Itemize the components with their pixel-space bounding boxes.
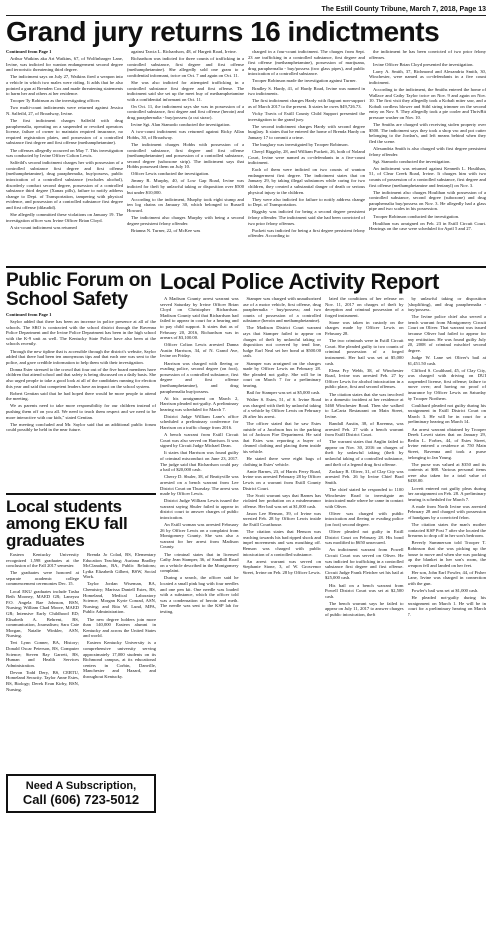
school-safety-article bbox=[6, 312, 156, 490]
section-divider bbox=[6, 266, 486, 268]
police-report-columns bbox=[160, 296, 486, 824]
paragraph: Robert Gentian said that he had hoped there would be more people to attend the meeting. bbox=[6, 390, 156, 402]
paragraph: Stamper was charged with unauthorized use of a motor vehicle, first offense, drug paraphernalia - buy/possess; and two counts of possession of a controlled substance (heroin and methamphetamine). bbox=[242, 296, 321, 324]
paragraph: Stone was taken in custody on the charges made by Officer Lewis on February 28. bbox=[325, 319, 404, 337]
paragraph: Brianna N. Turner, 22, of McKee was bbox=[131, 227, 201, 233]
paragraph: The indictment charges Hobbs with possession of a controlled substance, first degree and first offense (methamphetamine) and possession of a controlled substance, second degree (suboxone strip). The indictment says that Hobbs possessed them on July 10. bbox=[127, 141, 244, 170]
paragraph: The graduates were honored at separate academic college commencement ceremonies Dec. 15. bbox=[6, 570, 79, 587]
paragraph: Judge W. Lane set Oliver's bail at $1,451.50 cash. bbox=[407, 354, 486, 366]
text-column bbox=[408, 296, 487, 824]
paragraph: The officer stated that he saw Estes outside of a Jacobson bus in the parking lot of Jackson Fire Department. He said that Estes was reporting a buyer of cleaned clothing and placing them inside his vehicle. bbox=[242, 420, 321, 454]
paragraph: He stated there were eight bags of clothing in Estes' vehicle. bbox=[242, 456, 321, 467]
ad-line-1: Need A Subscription, bbox=[25, 780, 137, 792]
paragraph: lated the conditions of her release on Nov. 11, 2017 on charges of theft by deception and criminal possession of a forged instrument. bbox=[325, 296, 404, 318]
paragraph: According to the indictment, the Smiths entered the home of Wallace and Cathy Taylor twice on Nov. 9 and again on Nov. 10. The first visit they allegedly took a Kobalt miter saw, and a Kobalt cordless blower and Stihl string trimmer on the second entry on Nov. 9. They allegedly took a pie cooler and ThrivBit pressure washer on Nov. 10. bbox=[369, 87, 486, 121]
text-column bbox=[248, 49, 365, 263]
paragraph: Puckett was indicted for being a first degree persistent felony offender. According to bbox=[248, 227, 365, 239]
paragraph: The purse was valued at $350 and its contents at $88. Various personal items were also taken for a total value of $438.00. bbox=[407, 461, 486, 484]
paragraph: charged in a four-count indictment. The charges from Sept. 23 are trafficking in a controlled substance, first degree and first offense (methamphetamine), possession of marijuana, drug paraphernalia - buy/possess (two glass pipes), and public intoxication of a controlled substance. bbox=[248, 49, 365, 77]
paragraph: An indictment was returned against Kenneth L. Houlihan, 51, of Clear Creek Road, Irvine. It charges him with two counts of possession of a controlled substance, first degree and first offense (methamphetamine and fentanyl) on Nov. 3. bbox=[369, 165, 486, 188]
paragraph: Trooper Robinson made the investigation against Turner. bbox=[252, 78, 357, 84]
text-column bbox=[6, 49, 123, 263]
police-headline: Local Police Activity Report bbox=[160, 269, 439, 294]
paragraph: At his arraignment on March 2, Harrison pleaded not-guilty. A preliminary hearing was scheduled for March 7. bbox=[160, 395, 239, 412]
text-column bbox=[369, 49, 486, 263]
paragraph: A bench warrant from Estill Circuit Court was also served on Harrison. It was signed by Circuit Judge Michael Dean. bbox=[160, 432, 239, 449]
paragraph: Jimmy R. Murphy, 40, of Low Gap Road, Irvine was indicted for theft by unlawful taking or disposition over $500 but under $10,000. bbox=[127, 178, 244, 195]
paragraph: Taylor Jordan Wiseman, BA, Chemistry; Marissa Daniell Estes, BS, Homeland, Medical Laboratory Science; Morgan Kyrie Conrad, ASN, Nursing; and Rita W. Lund, MPA, Public Administration. bbox=[83, 581, 156, 615]
paragraph: Cheryl Riggsby, 28, and William Puckett, 26, both of Noland Court, Irvine were named as co-defendants in a five-count indictment. bbox=[248, 149, 365, 166]
paragraph: Walter S. Estes, 51, of S. Irvine Road was charged with theft by unlawful taking of a vehicle by Officer Lewis on February 26 after his arrest. bbox=[242, 397, 321, 419]
paragraph: Zackary B. Oliver, 31, of Clay City was arrested Feb. 26 by Irvine Chief Brad Smith. bbox=[325, 468, 404, 485]
paragraph: His bail on a bench warrant from Powell District Court was set at $2,500 cash. bbox=[325, 582, 404, 599]
paragraph: Officer Colton Lewis arrested Danna Austin Harrison, 34, of N. Grand Ave, Irvine on Friday. bbox=[160, 342, 239, 359]
paragraph: The first indictment charges Salfeild with drug paraphernalia, operating on a suspended or revoked operators license, failure of owner to maintain required insurance, no required registration plates, and possession of a controlled substance first degree and first offense (methamphetamine). bbox=[6, 118, 123, 146]
newspaper-page bbox=[6, 4, 486, 928]
eku-article bbox=[6, 552, 156, 770]
eku-headline: Local students among EKU fall graduates bbox=[6, 497, 128, 550]
paragraph: Irvine Sgt. Alan Stamodo conducted the investigation. bbox=[131, 122, 231, 128]
paragraph: A male from North Irvine was arrested February 28 and charged with possession of handguns by a convicted felon. bbox=[407, 503, 486, 520]
paragraph: An arrest warrant was served on Stephanie Stone, 3, of W. Grosvenor Street, Irvine on Feb. 28 by Officer Lewis. bbox=[242, 558, 321, 575]
paragraph: The criminal states that in licensed Cathy Jean Stamper, 36, of Sandhill Road on a vehicle described in the Montgomery complaint. bbox=[160, 551, 239, 574]
paragraph: Brenda Jo Colad, BS, Elementary Education Teaching; Auriana Bradley McClanahan, BA, Public Relations; Lydia Elizabeth Gilbert, BSW, Social Work. bbox=[83, 552, 156, 580]
paragraph: Eastern Kentucky University is a comprehensive university serving approximately 17,000 students on its Richmond campus, at its educational centers in Corbin, Danville, Manchester and Hazard, and throughout Kentucky. bbox=[83, 640, 156, 679]
paragraph: Devon Todd Dery, BS, CERTU, Homeland Security. Taylor Anne Estes, BS, Biology; Derek Evan Kirby, BSN, Nursing. bbox=[6, 669, 79, 692]
main-headline: Grand jury returns 16 indictments bbox=[6, 16, 440, 47]
paragraph: the indictment he has been convicted of two prior felony offenses. bbox=[369, 49, 486, 60]
paragraph: Oliver was charged with public intoxication and fleeing or evading police (on foot) second degree. bbox=[325, 510, 404, 528]
paragraph: The meeting concluded and Mr. Saylor said that an additional public forum could possibly be held in the near future. bbox=[6, 421, 156, 433]
text-column bbox=[325, 296, 404, 824]
paragraph: Officer Lewis conducted the investigation. bbox=[131, 171, 210, 177]
paragraph: Bail for Stamper was set at $5,000 cash. bbox=[246, 390, 321, 395]
paragraph: Fowler's bail was set at $1,000 cash. bbox=[411, 588, 479, 594]
paragraph: It states that Harrison was found guilty of criminal misconduct on June 23, 2017. The judge said that Richardson could pay a bail of $20,000 cash. bbox=[160, 450, 239, 473]
paragraph: Arthur Watkins aka Art Watkins, 67, of Wolfinbarger Lane, Irvine, was indicted for wanton endangerment second degree and terroristic threatening third degree. bbox=[6, 56, 123, 73]
paragraph: They were also indicted for failure to notify address change to Dept. of Transportation. bbox=[248, 196, 365, 208]
school-safety-headline: Public Forum on School Safety bbox=[6, 270, 152, 310]
paragraph: Houlihan was arraigned on Feb. 23 in Estill Circuit Court. Hearings on the case were scheduled for April 5 and 27. bbox=[369, 220, 486, 232]
paragraph: The offenses allegedly occurred on May 7. This investigation was conducted by Irvine Officer Colton Lewis. bbox=[6, 147, 123, 159]
paragraph: Jason Lee Henson, 39, of Irvine was arrested Feb. 28 by Officer Lewis inside the Estill Courthouse. bbox=[242, 510, 321, 528]
paragraph: An arrest warrant obtained by Trooper Derek Lovett states that on January 29, Berlin L. Forbes, 44, of Estes Street, Irvine entered a residence at 750 Main Street, Ravenna and took a purse belonging to Jan Young. bbox=[407, 426, 486, 460]
text-column bbox=[243, 296, 322, 824]
paragraph: The citation states the man's mother contacted KSP Post 7 after she located the firearms to drop off in her son's bedroom. bbox=[407, 522, 486, 539]
text-column bbox=[160, 296, 239, 824]
paragraph: District Judge William Lewis issued the warrant saying Shuler failed to appear in district court to answer charges of public intoxication. bbox=[160, 498, 239, 520]
paragraph: The first indictment charges Hardy with flagrant non-support as of March 2017 to the present. It states he owes $49,726.73. bbox=[248, 98, 365, 109]
left-column bbox=[6, 271, 156, 824]
paragraph: A six-count indictment was returned bbox=[10, 224, 77, 230]
text-column bbox=[127, 49, 244, 263]
paragraph: The indictment also charges Murphy with being a second degree persistent felony offender. bbox=[127, 215, 244, 226]
paragraph: She allegedly committed these violations on January 19. The investigation officer was Irvine Officer Brian Cloyd. bbox=[6, 212, 123, 223]
paragraph: Beverly Summerson told Trooper T. Robinson that she was picking up the house to move and when she was packing up the blanket in her son's room, the weapon fell and landed on her feet. bbox=[407, 540, 486, 568]
paragraph: He pleaded not-guilty during his arraignment on March 1. He will be in court for a preliminary hearing on March 7. bbox=[407, 595, 486, 617]
paragraph: Irvine Officer Brian Cloyd presented the investigation. bbox=[373, 61, 474, 67]
paragraph: Local EKU graduates include Tasha Beth Mooney, MAED GR; Laneyza P.O. Angela Rae Johnson, BSN, Nursing; William Chad Moore, MAED GR; Intensive Early Childhood ED; Elisabeth A. Behrent, BS, communication, Journalism; Sara Cate Morgan, Natalie Winkler, ASN, Nursing. bbox=[6, 588, 79, 639]
paragraph: The two criminals were in Estill Circuit Court. She pleaded guilty to two counts of criminal possession of a forged instrument. Her bail was set at $5,000 cash. bbox=[325, 338, 404, 366]
paragraph: Riggsby was indicted for being a second degree persistent felony offender. The indictment said she had been convicted of two prior felony offenses. bbox=[248, 209, 365, 226]
paragraph: against Tarcia L. Richardson, 48, of Hargett Road, Irvine. bbox=[131, 49, 237, 54]
paragraph: by unlawful taking or disposition (shoplifting), and drug paraphernalia - buy/possess. bbox=[407, 296, 486, 313]
paragraph: Trooper Ty Robinson as the investigating officer. bbox=[10, 98, 101, 104]
paragraph: During a search, the officer said he located a small pink bag with four needles and one pen kit. One needle was loaded with a substance, which the officer told was a condensation of heroin and meth. The needle was sent to the KSP lab for testing. bbox=[160, 575, 239, 614]
paragraph: The new degree holders join more than 140,000 Eastern alumni in Kentucky and across the United States and world. bbox=[83, 616, 156, 639]
paragraph: Teri Lynn Conner, BA, History; Donald Oscar Peterson, BS, Computer Science; Steven Ray Garrett, BS, Human and Health Services Administration. bbox=[6, 640, 79, 668]
paragraph: Vicky Travis of Estill County Child Support presented the investigation to the grand jury. bbox=[248, 110, 365, 122]
paragraph: The warrant states that Anglin failed to appear on Nov. 30, 2016 on charges of theft by unlawful taking (theft by unlawful taking of a controlled substance, and theft of a legend drug first offense. bbox=[325, 439, 404, 467]
paragraph: Two multi-count indictments were returned against Jessica N. Salfeild, 27, of Broadway, Irvine. bbox=[6, 105, 123, 116]
paragraph: Oliver pleaded not guilty in Estill District Court on February 28. His bond was modified to $650 unsecured. bbox=[325, 529, 404, 546]
paragraph: Each of them were indicted on two counts of wanton endangerment first degree. The indictment states that on January 29, by taking illegal substances while caring for two children, they created a substantial danger of death or serious physical injury to the children. bbox=[248, 167, 365, 195]
paragraph: The Scott warrant says that Barnes has violated her probation on a misdemeanor offense. Her bail was set at $1,000 cash. bbox=[242, 492, 321, 509]
paragraph: An indictment warrant from Powell Circuit Court was served on Oliver. He was indicted for trafficking in a controlled substance first degree and first offense. Circuit Judge Frank Fletcher set his bail at $25,000 cash. bbox=[325, 547, 404, 581]
paragraph: The citation states that she was involved in a domestic incident at her residence at 5460 Winchester Road. Then she walked to LaCarta Restaurant on Main Street, Irvine. bbox=[325, 391, 404, 419]
section-divider bbox=[6, 493, 156, 495]
paragraph: Clifford S. Coulthard, 45, of Clay City, was charged with driving on DUI suspended license, first offense; failure to move over; and having no proof of insurance by Officer Lewis on Saturday by Trooper Northern. bbox=[407, 367, 486, 401]
paragraph: Randall Austin, 38, of Ravenna, was arrested Feb. 27 with a bench warrant from Estill District Court. bbox=[325, 420, 404, 438]
paragraph: The burglary was investigated by Trooper Robinson. bbox=[252, 141, 349, 147]
paragraph: Stamper was arraigned on the charges made by Officer Lewis on February 28. She pleaded not guilty. She will be in court on March 7 for a preliminary hearing. bbox=[242, 360, 321, 388]
paragraph: Lovett entered not guilty pleas during her arraignment on Feb. 28. A preliminary hearing is scheduled for March 7. bbox=[407, 485, 486, 502]
ad-phone: Call (606) 723-5012 bbox=[22, 792, 140, 807]
paragraph: Sgt. Stamodo conducted the investigation. bbox=[373, 158, 451, 164]
paragraph: Donna Ester stressed to the crowd that four out of the five board members have children that attend school and that safety is being discussed on a daily basis. She also urged people to take a good look at all of the candidates running for election this year and said that competent leaders have an impact on the school system. bbox=[6, 366, 156, 389]
paragraph: Continued from Page 1 bbox=[6, 312, 52, 317]
paragraph: Eastern Kentucky University recognized 1,598 graduates at the conclusion of the Fall 2017 semester. bbox=[6, 552, 79, 569]
paragraph: Continued from Page 1 bbox=[6, 49, 52, 54]
paragraph: Through the new tipline that is accessible through the district's website, Saylor added that there had been ten anonymous tips and that each one was sent to the police, and gave credible information to help them with their investigation. bbox=[6, 348, 156, 365]
paragraph: We as parents need to take more responsibility for our children instead of pushing them off on you all. We need to teach them respect and we need to be more interactive with our kids," stated Gentian. bbox=[6, 403, 156, 420]
paragraph: Her son, John Earl Fowler, 44, of Fisher Lane, Irvine was charged in connection with the gun. bbox=[407, 569, 486, 586]
paragraph: She was also indicted for attempted trafficking in a controlled substance first degree and first offense. The indictment said she set up the meet buy of methamphetamine with a confidential informant on Oct. 11. bbox=[127, 79, 244, 102]
paragraph: Cherry D. Shuler, 38, of Beattyville was arrested on a bench warrant from Lee District Court on Thursday. The arrest was made by Officer Lewis. bbox=[160, 474, 239, 497]
main-article-columns bbox=[6, 49, 486, 263]
right-column bbox=[160, 271, 486, 824]
paragraph: On Oct. 11, the indictment says she was in possession of a controlled substance, first degree and first offense (heroin) and drug paraphernalia - buy/possess (a cut straw). bbox=[127, 103, 244, 121]
masthead-line: The Estill County Tribune, March 7, 2018, Page 13 bbox=[6, 4, 486, 16]
paragraph: Harrison was charged with fleeing or evading police, second degree (on foot), possession of a controlled substance, first degree and first offense (methamphetamine), and drug paraphernalia buy/possess. bbox=[160, 360, 239, 394]
paragraph: A Madison County arrest warrant was served Saturday by Irvine Officer Brian Cloyd on Christopher Richardson. Madison County said that Richardson had failed to appear in court for a hearing and to pay child support. It states that as of February 20, 2016, Richardson was in arrears of $3,100.00. bbox=[160, 296, 239, 341]
paragraph: The second indictment charges Hardy with second degree burglary. It states that he entered the home of Brenda Hardy on January 17 to commit a crime. bbox=[248, 123, 365, 140]
paragraph: The chief stated he responded to 1100 Winchester Road to investigate an intoxicated male where he came in contact with Oliver. bbox=[325, 487, 404, 509]
paragraph: Coulthard pleaded not guilty during his arraignment in Estill District Court on March 3. He will be in court for a preliminary hearing on March 14. bbox=[407, 402, 486, 425]
lower-section bbox=[6, 271, 486, 824]
paragraph: The citation states that Henson was reaching towards his bad ripped shock and impel movements and was mouthing off. Henson was charged with public intoxication of a controlled substance. bbox=[242, 529, 321, 557]
paragraph: The bench warrant says he failed to appear on July 11, 2017 to answer charges of public intoxication, theft bbox=[325, 600, 404, 617]
paragraph: According to the indictment, Murphy took eight stump and ten log chains on January 30, which belonged to Russell Howard. bbox=[127, 196, 244, 213]
paragraph: Bradley S. Hardy, 41, of Hardy Road, Irvine was named in two indictments. bbox=[248, 85, 365, 97]
paragraph: A two-count indictment was returned against Ricky Allan Hobbs, 30, of Broadway. bbox=[127, 129, 244, 140]
paragraph: Salfeild's second indictment charges her with possession of a controlled substance first degree and first offense (methamphetamine), drug paraphernalia, buy/possess, public intoxication of a controlled substance (excludes alcohol), disorderly conduct second degree, possession of a controlled substance third degree (Xanax pills), failure to notify address change to Dept. of Transportation, tampering with physical evidence, and possession of a controlled substance first degree and first offense (dilaudid). bbox=[6, 160, 123, 210]
paragraph: The Irvine police chief also served a bench warrant from Montgomery Circuit Court on Oliver. That warrant was issued because Oliver had failed to appear for any restitution. He was found guilty July 20, 2008 of criminal mischief second degree. bbox=[407, 314, 486, 353]
paragraph: The indictment also charges Houlihan with possession of a controlled substance, second degree (suboxone) and drug paraphernalia buy/possess on Nov. 3. He allegedly had a glass pipe and two scales in his possession. bbox=[369, 189, 486, 212]
paragraph: Saylor added that there has been an increase in police presence at all of the schools. The SRO is contracted with the school district through the Ravenna Police Department and the Irvine Police Department has been in the high school with the K-9 unit as well. The Kentucky State Police have also been at the schools recently. bbox=[6, 319, 156, 347]
paragraph: Trooper Robinson conducted the investigation. bbox=[373, 213, 460, 219]
paragraph: Richardson was indicted for three counts of trafficking in a controlled substance, first degree and first offense (methamphetamine). She allegedly sold one gram to a confidential informant, twice on Oct. 7 and again on Oct. 11. bbox=[127, 56, 244, 78]
paragraph: Alexandria Smith is also charged with first degree persistent felony offender. bbox=[369, 146, 486, 157]
paragraph: Amie Barnes, 23, of Harris Ferry Road, Irvine was arrested February 28 by Officer Lewis on a warrant from Estill County District Court. bbox=[242, 468, 321, 491]
subscription-ad bbox=[6, 774, 156, 813]
paragraph: The indictment says on July 27, Watkins fired a weapon into a vehicle in which two males were riding. It adds that he also pointed a gun at Brenden Cox and made threatening statements to harm her and others at her residence. bbox=[6, 74, 123, 97]
paragraph: An Estill woman was arrested February 26 by Officer Lewis on a complaint from Montgomery County. She was also a warrant for her arrest from Madison County. bbox=[160, 522, 239, 550]
paragraph: The Madison District Court warrant says that Stamper failed to appear on charges of theft by unlawful taking or disposition not covered by tend line, Judge Earl Neal set her bond at $500.00 cash. bbox=[242, 325, 321, 359]
paragraph: Larry A. Smith, 37, Richmond and Alexandria Smith, 30, Winchester, were named as co-defendants in a five count indictment. bbox=[369, 68, 486, 85]
paragraph: The Smiths are charged with receiving stolen property over $500. The indictment says they took a shop vac and pot cutter belonging to the Jordan's, and left means behind when they fled the scene. bbox=[369, 122, 486, 144]
paragraph: District Judge William Lane's office scheduled a preliminary conference for Harrison on a traffic charge from 2016. bbox=[160, 413, 239, 431]
paragraph: Elena Fry Webb, 38, of Winchester Road, Irvine was arrested Feb. 27 by Officer Lewis for alcohol intoxication in a public place, first and second offenses. bbox=[325, 367, 404, 390]
